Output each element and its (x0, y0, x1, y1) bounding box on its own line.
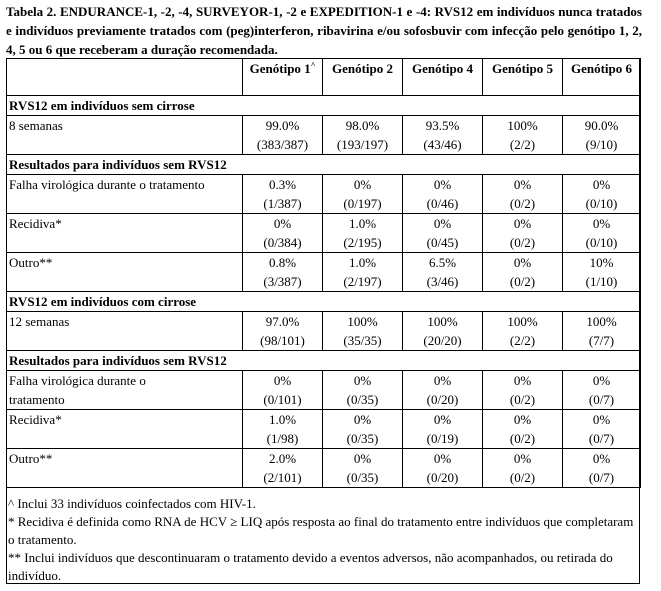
fraction-value: (0/20) (426, 470, 459, 485)
percent-value: 0% (433, 373, 452, 388)
fraction-value: (383/387) (256, 137, 309, 152)
fraction-value: (35/35) (343, 333, 382, 348)
percent-value: 2.0% (268, 451, 297, 466)
table-row (7, 312, 641, 351)
value-cell (403, 371, 483, 410)
table-row (7, 410, 641, 449)
fraction-value: (0/10) (585, 196, 618, 211)
fraction-value: (0/2) (509, 470, 536, 485)
percent-value: 97.0% (265, 314, 300, 329)
value-cell (483, 175, 563, 214)
value-cell (243, 175, 323, 214)
footnote-asterisk: * Recidiva é definida como RNA de HCV ≥ LIQ após resposta ao final do tratamento entre indivíduos que completaram o tratamento. (8, 514, 634, 547)
percent-value: 100% (586, 314, 617, 329)
fraction-value: (0/384) (263, 235, 302, 250)
percent-value: 0% (592, 412, 611, 427)
value-cell (483, 253, 563, 292)
percent-value: 0% (513, 177, 532, 192)
row-label-line: tratamento (9, 392, 65, 407)
section-row (7, 292, 641, 312)
fraction-value: (43/46) (423, 137, 462, 152)
row-label: Recidiva* (7, 214, 243, 253)
value-cell (483, 410, 563, 449)
section-row (7, 96, 641, 116)
table-row (7, 214, 641, 253)
percent-value: 0% (273, 373, 292, 388)
section-title: RVS12 em indivíduos sem cirrose (7, 96, 641, 116)
section-title: RVS12 em indivíduos com cirrose (7, 292, 641, 312)
value-cell (243, 116, 323, 155)
table-row (7, 175, 641, 214)
fraction-value: (98/101) (260, 333, 305, 348)
percent-value: 93.5% (425, 118, 460, 133)
percent-value: 0% (353, 451, 372, 466)
percent-value: 0% (513, 255, 532, 270)
fraction-value: (0/35) (346, 431, 379, 446)
value-cell (483, 312, 563, 351)
value-cell (403, 312, 483, 351)
section-title: Resultados para indivíduos sem RVS12 (7, 351, 641, 371)
value-cell (243, 371, 323, 410)
value-cell (563, 449, 641, 488)
fraction-value: (0/2) (509, 196, 536, 211)
percent-value: 0% (353, 412, 372, 427)
footnote-mark: ^ (310, 60, 316, 70)
fraction-value: (0/7) (588, 392, 615, 407)
fraction-value: (2/101) (263, 470, 302, 485)
value-cell (563, 253, 641, 292)
percent-value: 90.0% (584, 118, 619, 133)
percent-value: 100% (507, 118, 538, 133)
header-row (7, 59, 641, 96)
fraction-value: (0/7) (588, 431, 615, 446)
row-label (7, 371, 243, 410)
value-cell (243, 214, 323, 253)
percent-value: 1.0% (268, 412, 297, 427)
fraction-value: (0/10) (585, 235, 618, 250)
fraction-value: (0/101) (263, 392, 302, 407)
percent-value: 100% (427, 314, 458, 329)
value-cell (323, 449, 403, 488)
fraction-value: (2/197) (343, 274, 382, 289)
value-cell (323, 175, 403, 214)
row-label: 8 semanas (7, 116, 243, 155)
fraction-value: (0/35) (346, 470, 379, 485)
value-cell (243, 410, 323, 449)
value-cell (563, 312, 641, 351)
value-cell (323, 410, 403, 449)
percent-value: 10% (589, 255, 614, 270)
fraction-value: (1/10) (585, 274, 618, 289)
value-cell (563, 371, 641, 410)
value-cell (323, 371, 403, 410)
value-cell (323, 312, 403, 351)
value-cell (403, 410, 483, 449)
fraction-value: (0/46) (426, 196, 459, 211)
header-genotype-6: Genótipo 6 (563, 59, 641, 96)
fraction-value: (1/387) (263, 196, 302, 211)
fraction-value: (0/197) (343, 196, 382, 211)
percent-value: 100% (507, 314, 538, 329)
percent-value: 0% (353, 373, 372, 388)
value-cell (403, 116, 483, 155)
value-cell (243, 449, 323, 488)
fraction-value: (0/2) (509, 431, 536, 446)
table-row (7, 371, 641, 410)
percent-value: 0% (433, 451, 452, 466)
percent-value: 0% (592, 373, 611, 388)
value-cell (403, 214, 483, 253)
row-label: 12 semanas (7, 312, 243, 351)
value-cell (403, 253, 483, 292)
percent-value: 0% (513, 373, 532, 388)
fraction-value: (0/35) (346, 392, 379, 407)
fraction-value: (0/19) (426, 431, 459, 446)
percent-value: 0% (433, 177, 452, 192)
fraction-value: (2/2) (509, 137, 536, 152)
fraction-value: (0/2) (509, 392, 536, 407)
fraction-value: (0/2) (509, 235, 536, 250)
value-cell (563, 214, 641, 253)
header-empty (7, 59, 243, 96)
percent-value: 0% (513, 216, 532, 231)
header-genotype-1: Genótipo 1^ (243, 59, 323, 96)
fraction-value: (2/195) (343, 235, 382, 250)
value-cell (243, 312, 323, 351)
footnote-double-asterisk: ** Inclui indivíduos que descontinuaram o tratamento devido a eventos adversos, não acompanhados, ou retirada do indivíduo. (8, 550, 613, 583)
value-cell (563, 410, 641, 449)
header-genotype-5: Genótipo 5 (483, 59, 563, 96)
value-cell (323, 253, 403, 292)
fraction-value: (193/197) (336, 137, 389, 152)
fraction-value: (0/7) (588, 470, 615, 485)
row-label-line: Falha virológica durante o (9, 373, 146, 388)
table-row (7, 116, 641, 155)
percent-value: 0.8% (268, 255, 297, 270)
percent-value: 0% (433, 216, 452, 231)
row-label: Recidiva* (7, 410, 243, 449)
fraction-value: (1/98) (266, 431, 299, 446)
fraction-value: (7/7) (588, 333, 615, 348)
value-cell (403, 449, 483, 488)
value-cell (403, 175, 483, 214)
percent-value: 0% (592, 177, 611, 192)
value-cell (483, 214, 563, 253)
percent-value: 0% (513, 412, 532, 427)
section-row (7, 155, 641, 175)
percent-value: 1.0% (348, 216, 377, 231)
fraction-value: (3/387) (263, 274, 302, 289)
value-cell (323, 214, 403, 253)
header-genotype-2: Genótipo 2 (323, 59, 403, 96)
header-genotype-4: Genótipo 4 (403, 59, 483, 96)
footnotes (6, 495, 638, 585)
section-row (7, 351, 641, 371)
value-cell (483, 116, 563, 155)
results-table (6, 58, 641, 488)
value-cell (483, 449, 563, 488)
percent-value: 100% (347, 314, 378, 329)
percent-value: 0% (273, 216, 292, 231)
section-title: Resultados para indivíduos sem RVS12 (7, 155, 641, 175)
fraction-value: (20/20) (423, 333, 462, 348)
fraction-value: (0/2) (509, 274, 536, 289)
percent-value: 0% (592, 216, 611, 231)
fraction-value: (2/2) (509, 333, 536, 348)
fraction-value: (0/20) (426, 392, 459, 407)
fraction-value: (3/46) (426, 274, 459, 289)
row-label: Outro** (7, 449, 243, 488)
fraction-value: (0/45) (426, 235, 459, 250)
percent-value: 1.0% (348, 255, 377, 270)
value-cell (243, 253, 323, 292)
percent-value: 98.0% (345, 118, 380, 133)
table-caption: Tabela 2. ENDURANCE-1, -2, -4, SURVEYOR-1, -2 e EXPEDITION-1 e -4: RVS12 em indivíduos nunca tratados e indivíduos previamente tratados com (peg)interferon, ribavirina e/ou sofosbuvir com infecção pelo genótipo 1, 2, 4, 5 ou 6 que receberam a duração recomendada. (6, 4, 642, 57)
percent-value: 0% (513, 451, 532, 466)
percent-value: 99.0% (265, 118, 300, 133)
value-cell (563, 175, 641, 214)
row-label: Outro** (7, 253, 243, 292)
value-cell (483, 371, 563, 410)
percent-value: 0% (592, 451, 611, 466)
footnote-caret: ^ Inclui 33 indivíduos coinfectados com HIV-1. (8, 496, 256, 511)
table-row (7, 449, 641, 488)
fraction-value: (9/10) (585, 137, 618, 152)
percent-value: 6.5% (428, 255, 457, 270)
percent-value: 0% (433, 412, 452, 427)
percent-value: 0.3% (268, 177, 297, 192)
percent-value: 0% (353, 177, 372, 192)
row-label: Falha virológica durante o tratamento (7, 175, 243, 214)
value-cell (323, 116, 403, 155)
value-cell (563, 116, 641, 155)
table-row (7, 253, 641, 292)
